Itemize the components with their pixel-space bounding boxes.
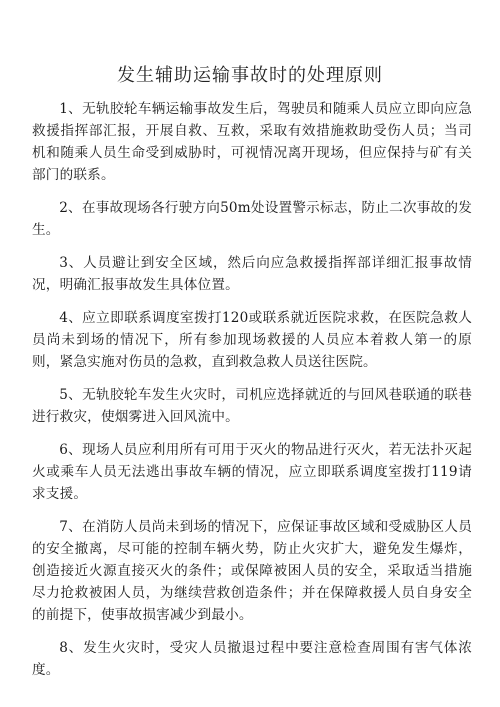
paragraph-3: 3、人员避让到安全区域，然后向应急救援指挥部详细汇报事故情况，明确汇报事故发生具体位置。 bbox=[32, 255, 472, 293]
paragraph-1: 1、无轨胶轮车辆运输事故发生后，驾驶员和随乘人员应立即向应急救援指挥部汇报，开展自救、互救，采取有效措施救助受伤人员；当司机和随乘人员生命受到威胁时，可视情况离开现场，但应保持与矿有关部门的联系。 bbox=[32, 101, 472, 183]
paragraph-2: 2、在事故现场各行驶方向50m处设置警示标志，防止二次事故的发生。 bbox=[32, 200, 472, 238]
document-body bbox=[32, 98, 472, 692]
paragraph-5: 5、无轨胶轮车发生火灾时，司机应选择就近的与回风巷联通的联巷进行救灾，使烟雾进入回风流中。 bbox=[32, 387, 472, 425]
paragraph-4: 4、应立即联系调度室拨打120或联系就近医院求救，在医院急救人员尚未到场的情况下，所有参加现场救援的人员应本着救人第一的原则，紧急实施对伤员的急救，直到救急救人员送往医院。 bbox=[32, 310, 472, 370]
paragraph-8: 8、发生火灾时，受灾人员撤退过程中要注意检查周围有害气体浓度。 bbox=[32, 640, 472, 678]
paragraph-6: 6、现场人员应利用所有可用于灭火的物品进行灭火，若无法扑灭起火或乘车人员无法逃出事故车辆的情况，应立即联系调度室拨打119请求支援。 bbox=[32, 442, 472, 502]
paragraph-7: 7、在消防人员尚未到场的情况下，应保证事故区域和受威胁区人员的安全撤离，尽可能的控制车辆火势，防止火灾扩大，避免发生爆炸，创造接近火源直接灭火的条件；或保障被困人员的安全，采取适当措施尽力抢救被困人员，为继续营救创造条件；并在保障救援人员自身安全的前提下，使事故损害减少到最小。 bbox=[32, 519, 472, 623]
document-title: 发生辅助运输事故时的处理原则 bbox=[117, 65, 383, 86]
